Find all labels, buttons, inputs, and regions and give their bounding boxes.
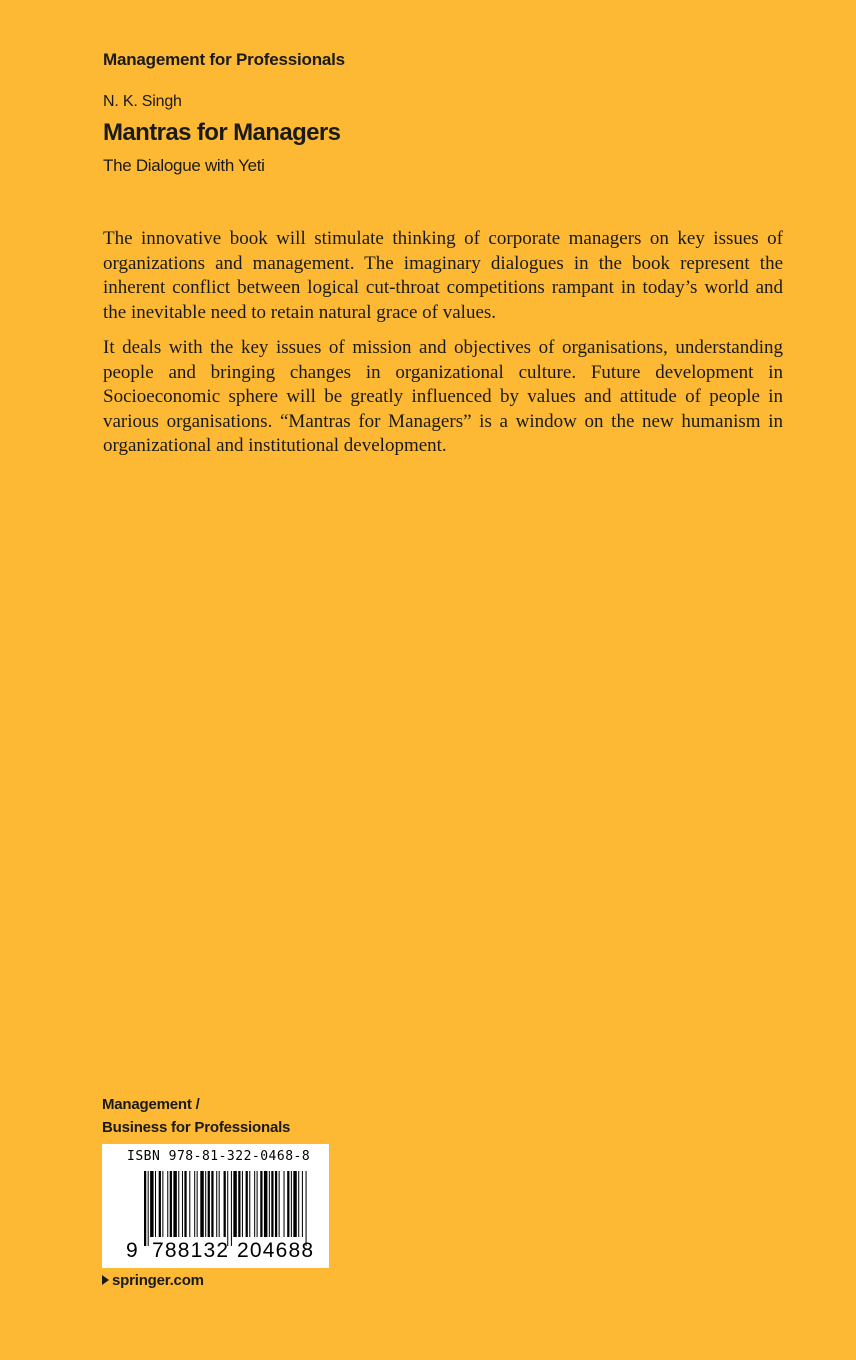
barcode-bar [167,1171,168,1237]
barcode-bar [246,1171,248,1237]
publisher-label: springer.com [112,1272,204,1289]
barcode-bar [291,1171,292,1237]
series-name: Management for Professionals [103,50,345,69]
category-label [102,1093,290,1139]
blurb [103,227,783,470]
arrow-right-icon [102,1275,109,1285]
barcode-bar [216,1171,217,1237]
barcode-bar [182,1171,183,1237]
barcode-bar [148,1171,149,1246]
barcode-bar [271,1171,273,1237]
barcode-bar [159,1171,161,1237]
barcode-bar [178,1171,179,1237]
barcode-bar [284,1171,285,1237]
barcode-bar [302,1171,303,1237]
barcode-bar [287,1171,289,1237]
barcode-bar [144,1171,146,1246]
publisher-link[interactable] [102,1272,204,1289]
barcode-bar [155,1171,156,1237]
barcode-bar [231,1171,232,1246]
barcode-bar [189,1171,190,1237]
barcode-bar [257,1171,258,1237]
barcode-bar [205,1171,206,1237]
barcode-bar [200,1171,203,1237]
author-name: N. K. Singh [103,93,182,110]
barcode-bar [269,1171,270,1237]
barcode-bar [197,1171,198,1237]
barcode-digits-left: 788132 [152,1239,230,1262]
barcode-bar [279,1171,280,1237]
barcode-bar [227,1171,228,1246]
barcode-bar [233,1171,236,1237]
barcode-bar [260,1171,262,1237]
category-line-1: Management / [102,1096,200,1113]
barcode-bar [224,1171,226,1237]
barcode-digits-right: 204688 [237,1239,315,1262]
book-title: Mantras for Managers [103,119,341,146]
category-line-2: Business for Professionals [102,1119,291,1136]
barcode-bar [238,1171,240,1237]
barcode-bar [162,1171,163,1237]
barcode-bar [194,1171,195,1237]
barcode-bar [211,1171,213,1237]
barcode-bar [150,1171,153,1237]
barcode-bar [219,1171,220,1237]
isbn-label: ISBN 978-81-322-0468-8 [127,1149,311,1164]
barcode-bar [173,1171,176,1237]
barcode-bar [275,1171,277,1237]
barcode-bar [170,1171,172,1237]
barcode-digit-first: 9 [126,1239,138,1262]
blurb-paragraph-2: It deals with the key issues of mission and objectives of organisations, understanding people and bringing changes in organizational culture. Future development in Socioeconomic sphere will be greatly influenced by values and attitude of people in various organisations. “Mantras for Managers” is a window on the new humanism in organizational and institutional development. [103,337,783,456]
barcode-bar [184,1171,186,1237]
barcode-bar [254,1171,255,1237]
barcode-bar [242,1171,243,1237]
book-subtitle: The Dialogue with Yeti [103,156,265,175]
blurb-paragraph-1: The innovative book will stimulate thinking of corporate managers on key issues of organizations and management. The imaginary dialogues in the book represent the inherent conflict between logical cut-throat competitions rampant in today’s world and the inevitable need to retain natural grace of values. [103,228,783,323]
barcode-bar [208,1171,210,1237]
barcode-bar [293,1171,296,1237]
barcode-bar [298,1171,299,1237]
barcode-box [102,1144,329,1268]
barcode-bar [264,1171,267,1237]
barcode-bar [306,1171,307,1246]
barcode-bar [249,1171,250,1237]
